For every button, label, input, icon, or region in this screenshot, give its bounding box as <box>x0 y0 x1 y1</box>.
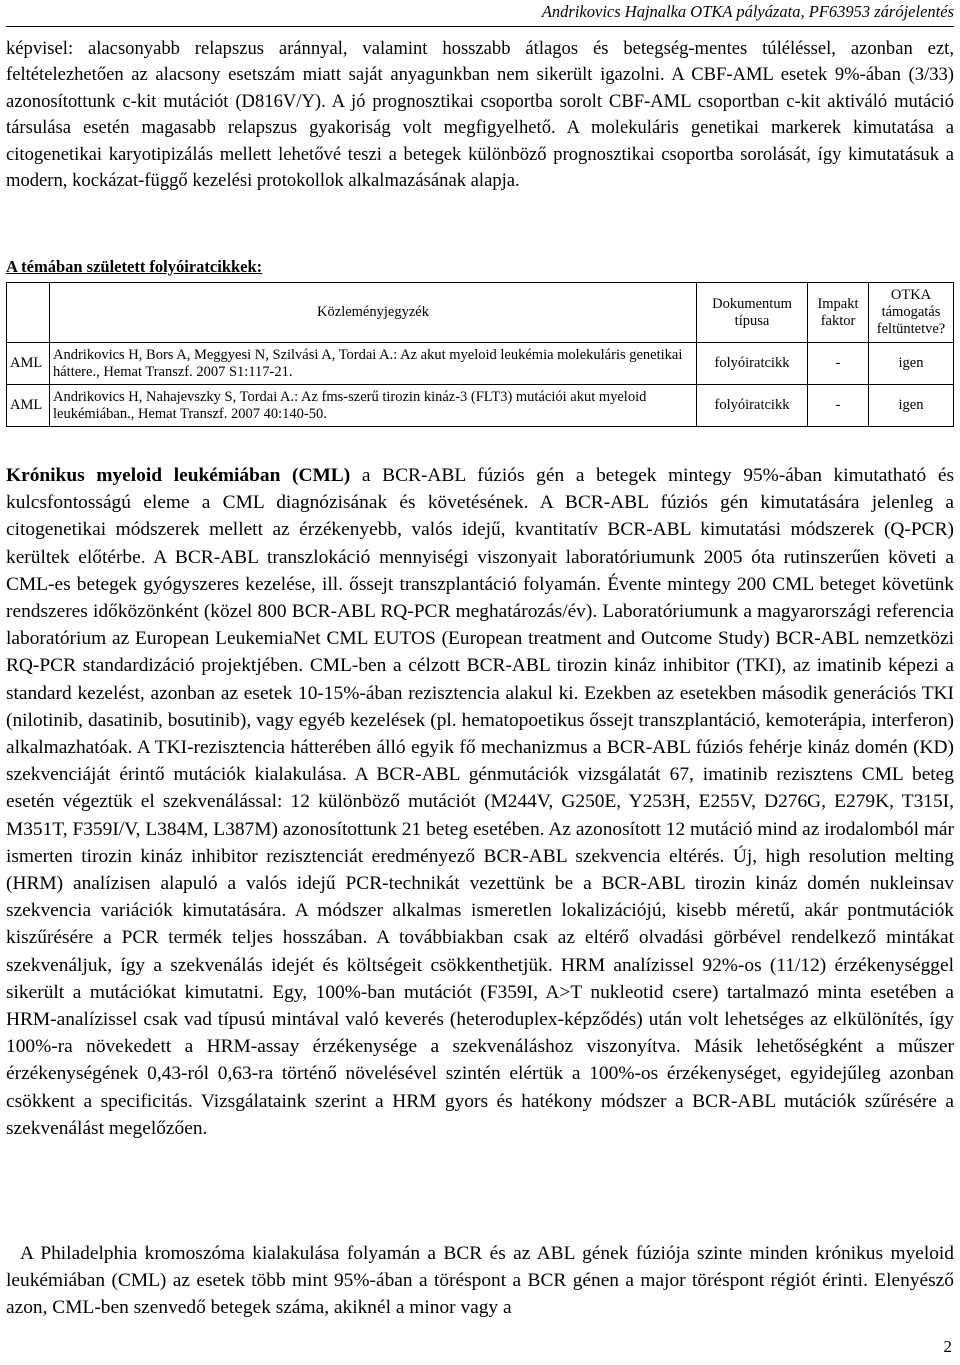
table-row <box>7 385 954 427</box>
row-source: , Hemat Transzf. 2007 40:140-50. <box>130 405 327 422</box>
header-document-type: Dokumentum típusa <box>697 283 808 343</box>
header-impact-factor: Impakt faktor <box>808 283 869 343</box>
header-rule <box>6 26 954 27</box>
row-tag: AML <box>7 385 50 427</box>
philadelphia-paragraph: A Philadelphia kromoszóma kialakulása folyamán a BCR és az ABL gének fúziója szinte minden krónikus myeloid leukémiában (CML) az esetek több mint 95%-ában a töréspont a BCR génen a major töréspont régiót érinti. Elenyésző azon, CML-ben szenvedő betegek száma, akiknél a minor vagy a <box>6 1243 954 1319</box>
row-reference <box>50 385 697 427</box>
row-title: : Az fms-szerű tirozin kináz-3 (FLT3) mutációi akut myeloid leukémiában. <box>53 388 647 422</box>
table-row <box>7 343 954 385</box>
row-otka: igen <box>869 385 954 427</box>
header-publication-list: Közleményjegyzék <box>50 283 697 343</box>
cml-body: a BCR-ABL fúziós gén a betegek mintegy 95%-ában kimutatható és kulcsfontosságú eleme a CML diagnózisának és követésének. A BCR-ABL fúziós gén kimutatására jelenleg a citogenetikai módszerek mellett az érzékenyebb, valós idejű, kvantitatív BCR-ABL kimutatási módszerek (Q-PCR) kerültek előtérbe. A BCR-ABL transzlokáció mennyiségi viszonyait laboratóriumunk 2005 óta rutinszerűen követi a CML-es betegek gyógyszeres kezelése, ill. őssejt transzplantáció folyamán. Évente mintegy 200 CML beteget követünk rendszeres időközönként (közel 800 BCR-ABL RQ-PCR meghatározás/év). Laboratóriumunk a magyarországi referencia laboratórium az European LeukemiaNet CML EUTOS (European treatment and Outcome Study) BCR-ABL nemzetközi RQ-PCR standardizáció projektjében. CML-ben a célzott BCR-ABL tirozin kináz inhibitor (TKI), az imatinib képezi a standard kezelést, azonban az esetek 10-15%-ában rezisztencia alakul ki. Ezekben az esetekben második generációs TKI (nilotinib, dasatinib, bosutinib), vagy egyéb kezelések (pl. hematopoetikus őssejt transzplantáció, kemoterápia, interferon) alkalmazhatóak. A TKI-rezisztencia hátterében álló egyik fő mechanizmus a BCR-ABL fúziós fehérje kináz domén (KD) szekvenciáját érintő mutációk kialakulása. A BCR-ABL génmutációk vizsgálatát 67, imatinib rezisztens CML beteg esetén végeztük el szekvenálással: 12 különböző mutációt (M244V, G250E, Y253H, E255V, D276G, E279K, T315I, M351T, F359I/V, L384M, L387M) azonosítottunk 21 beteg esetében. Az azonosított 12 mutáció mind az irodalomból már ismerten tirozin kináz inhibitor rezisztenciát eredményező BCR-ABL szekvencia eltérés. Új, high resolution melting (HRM) analízisen alapuló a valós idejű PCR-technikát vezettünk be a BCR-ABL tirozin kináz domén nukleinsav szekvencia variációk kimutatására. A módszer alkalmas ismeretlen lokalizációjú, kisebb méretű, akár pontmutációk kiszűrésére a PCR termék teljes hosszában. A továbbiakban csak az eltérő olvadási görbével rendelkező mintákat szekvenáljuk, így a szekvenálás idejét és költségeit csökkenthetjük. HRM analízissel 92%-os (11/12) érzékenységgel sikerült a mutációkat kimutatni. Egy, 100%-ban mutációt (F359I, A>T nukleotid csere) tartalmazó minta esetében a HRM-analízissel csak vad típusú mintával való keverés (heteroduplex-képződés) után volt lehetséges az elkülönítés, így 100%-ra növekedett a HRM-assay érzékenysége a szekvenáláshoz viszonyítva. Másik lehetőségként a műszer érzékenységének 0,43-ról 0,63-ra történő növelésével szintén elértük a 100%-os érzékenységet, egyidejűleg azonban csökkent a specificitás. Vizsgálataink szerint a HRM gyors és hatékony módszer a BCR-ABL mutációk szűrésére a szekvenálást megelőzően. <box>6 465 954 1139</box>
row-impact: - <box>808 385 869 427</box>
row-title: : Az akut myeloid leukémia molekuláris genetikai háttere. <box>53 346 683 380</box>
row-impact: - <box>808 343 869 385</box>
cml-lead-bold: Krónikus myeloid leukémiában (CML) <box>6 465 351 486</box>
row-reference <box>50 343 697 385</box>
header-otka-support: OTKA támogatás feltüntetve? <box>869 283 954 343</box>
row-source: , Hemat Transzf. 2007 S1:117-21. <box>96 363 293 380</box>
row-doc-type: folyóiratcikk <box>697 343 808 385</box>
header-tag-cell <box>7 283 50 343</box>
row-otka: igen <box>869 343 954 385</box>
running-header <box>0 0 960 24</box>
row-doc-type: folyóiratcikk <box>697 385 808 427</box>
row-authors: Andrikovics H, Nahajevszky S, Tordai A. <box>53 388 295 405</box>
page-number: 2 <box>943 1337 952 1356</box>
publication-table <box>6 282 954 427</box>
row-authors: Andrikovics H, Bors A, Meggyesi N, Szilvási A, Tordai A. <box>53 346 394 363</box>
row-tag: AML <box>7 343 50 385</box>
table-header-row <box>7 283 954 343</box>
section-title: A témában született folyóiratcikkek: <box>6 257 263 276</box>
cml-paragraph <box>6 462 954 1142</box>
intro-paragraph: képvisel: alacsonyabb relapszus aránnyal, valamint hosszabb átlagos és betegség-mentes túléléssel, azonban ezt, feltételezhetően az alacsony esetszám miatt saját anyagunkban nem sikerült igazolni. A CBF-AML esetek 9%-ában (3/33) azonosítottunk c-kit mutációt (D816V/Y). A jó prognosztikai csoportba sorolt CBF-AML csoportban c-kit aktiváló mutáció társulása esetén magasabb relapszus gyakoriság volt megfigyelhető. A molekuláris genetikai markerek kimutatása a citogenetikai karyotipizálás mellett lehetővé teszi a betegek különböző prognosztikai csoportba sorolását, így kimutatásuk a modern, kockázat-függő kezelési protokollok alkalmazásának alapja. <box>6 38 954 192</box>
running-header-text: Andrikovics Hajnalka OTKA pályázata, PF63953 zárójelentés <box>541 2 954 21</box>
